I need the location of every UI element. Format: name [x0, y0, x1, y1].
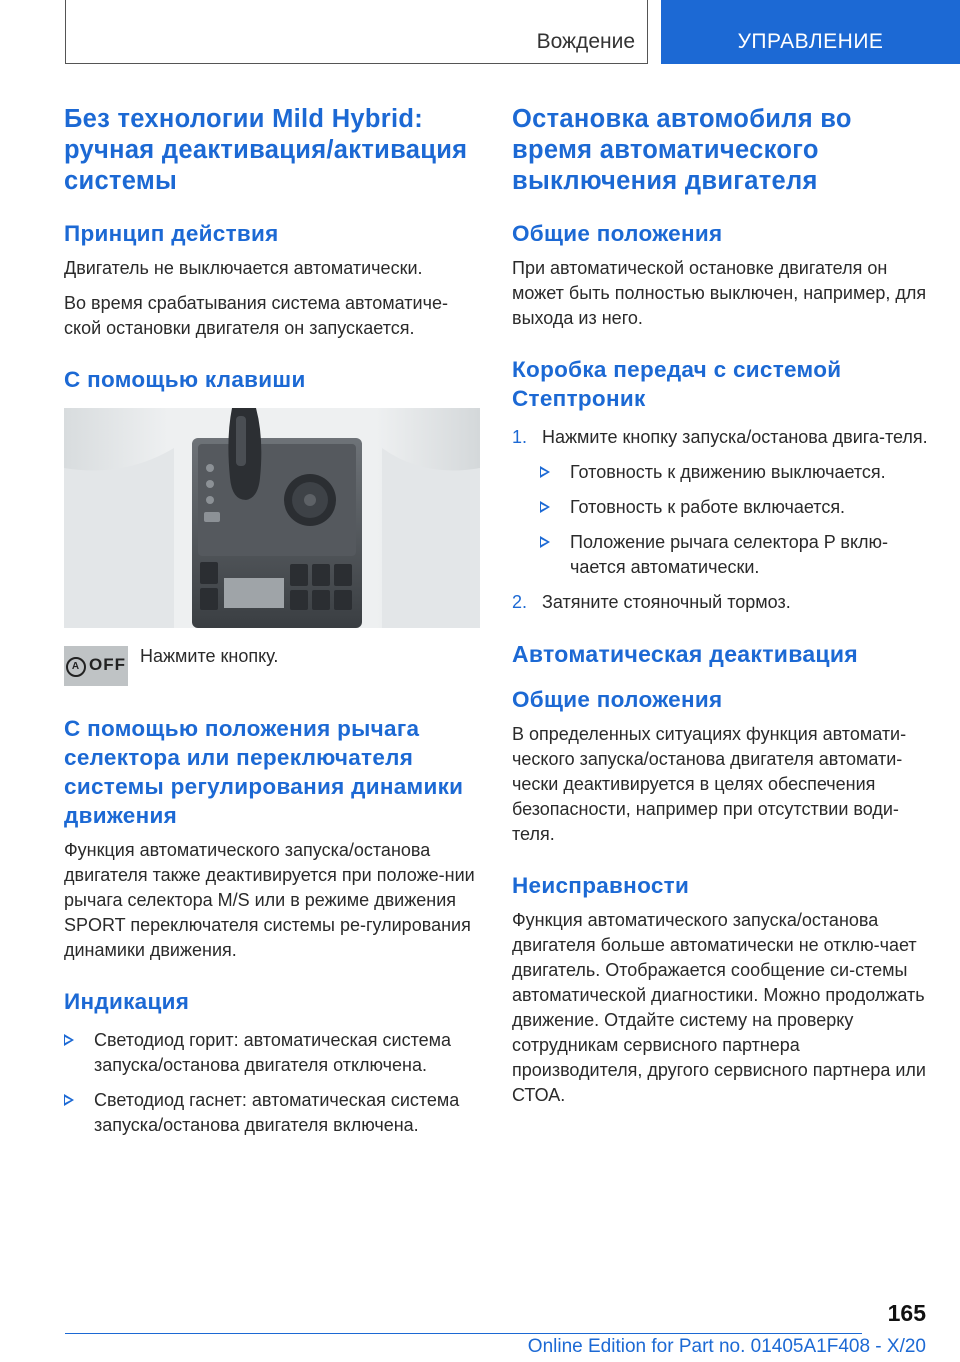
step-1-substep: Готовность к работе включается.	[540, 495, 932, 520]
auto-start-stop-off-icon: A OFF	[64, 646, 128, 686]
triangle-bullet-icon	[540, 501, 550, 513]
header-section-box	[65, 0, 648, 64]
principle-paragraph-1: Двигатель не выключается автоматически.	[64, 258, 423, 278]
header-section-label: Вождение	[536, 30, 635, 53]
header-chapter-label: УПРАВЛЕНИЕ	[737, 30, 884, 53]
step-number: 1.	[512, 427, 528, 447]
lever-heading: С помощью положения рычага селектора или переключателя системы регулирования динамики движения	[64, 716, 464, 828]
button-heading: С помощью клавиши	[64, 367, 306, 392]
fault-paragraph: Функция автоматического запуска/останова двигателя больше автоматически не отклю-чает двигатель. Отображается сообщение си-стемы автоматической диагностики. Можно продолжать движение. Отдайте систему на проверку сотрудникам сервисного партнера производителя, другого сервисного партнера или СТОА.	[512, 910, 926, 1105]
principle-heading: Принцип действия	[64, 221, 279, 246]
off-icon-label: OFF	[89, 654, 126, 674]
fault-heading: Неисправности	[512, 873, 690, 898]
general-paragraph: При автоматической остановке двигателя он может быть полностью выключен, например, для выхода из него.	[512, 258, 927, 328]
left-column	[64, 104, 484, 1148]
header-chapter-tab	[661, 0, 960, 64]
indication-item: Светодиод горит: автоматическая система запуска/останова двигателя отключена.	[64, 1028, 484, 1078]
step-text: Затяните стояночный тормоз.	[542, 592, 791, 612]
triangle-bullet-icon	[64, 1034, 74, 1046]
auto-deactivation-title: Автоматическая деактивация	[512, 641, 859, 667]
right-column	[512, 104, 932, 1118]
general-heading: Общие положения	[512, 221, 723, 246]
triangle-bullet-icon	[540, 466, 550, 478]
step-number: 2.	[512, 592, 528, 612]
page-number: 165	[887, 1300, 926, 1326]
off-button-caption: Нажмите кнопку.	[140, 646, 279, 666]
step-2	[512, 590, 932, 615]
indication-heading: Индикация	[64, 989, 190, 1014]
lever-paragraph: Функция автоматического запуска/останова двигателя также деактивируется при положе-нии рычага селектора M/S или в режиме движения SPORT переключателя системы ре-гулирования динамики движения.	[64, 840, 475, 960]
off-button-row	[64, 646, 484, 686]
right-title: Остановка автомобиля во время автоматического выключения двигателя	[512, 105, 852, 195]
step-1-substep: Положение рычага селектора P вклю-чается автоматически.	[540, 530, 932, 580]
auto-general-heading: Общие положения	[512, 687, 723, 712]
indication-item: Светодиод гаснет: автоматическая система запуска/останова двигателя включена.	[64, 1088, 484, 1138]
footer-edition: Online Edition for Part no. 01405A1F408 - X/20	[527, 1336, 926, 1357]
steptronic-heading: Коробка передач с системой Стептроник	[512, 357, 842, 411]
auto-general-paragraph: В определенных ситуациях функция автомати-ческого запуска/останова двигателя автомати-чески деактивируется в целях обеспечения безопасности, например при отсутствии води-теля.	[512, 724, 907, 844]
footer-rule	[65, 1333, 862, 1334]
center-console-illustration	[64, 408, 480, 628]
step-1-substep: Готовность к движению выключается.	[540, 460, 932, 485]
center-console-photo	[64, 408, 480, 628]
step-text: Нажмите кнопку запуска/останова двига-теля.	[542, 427, 928, 447]
step-1	[512, 425, 932, 450]
principle-paragraph-2: Во время срабатывания система автоматиче-ской остановки двигателя он запускается.	[64, 293, 448, 338]
triangle-bullet-icon	[64, 1094, 74, 1106]
triangle-bullet-icon	[540, 536, 550, 548]
left-title: Без технологии Mild Hybrid: ручная деактивация/активация системы	[64, 105, 468, 195]
